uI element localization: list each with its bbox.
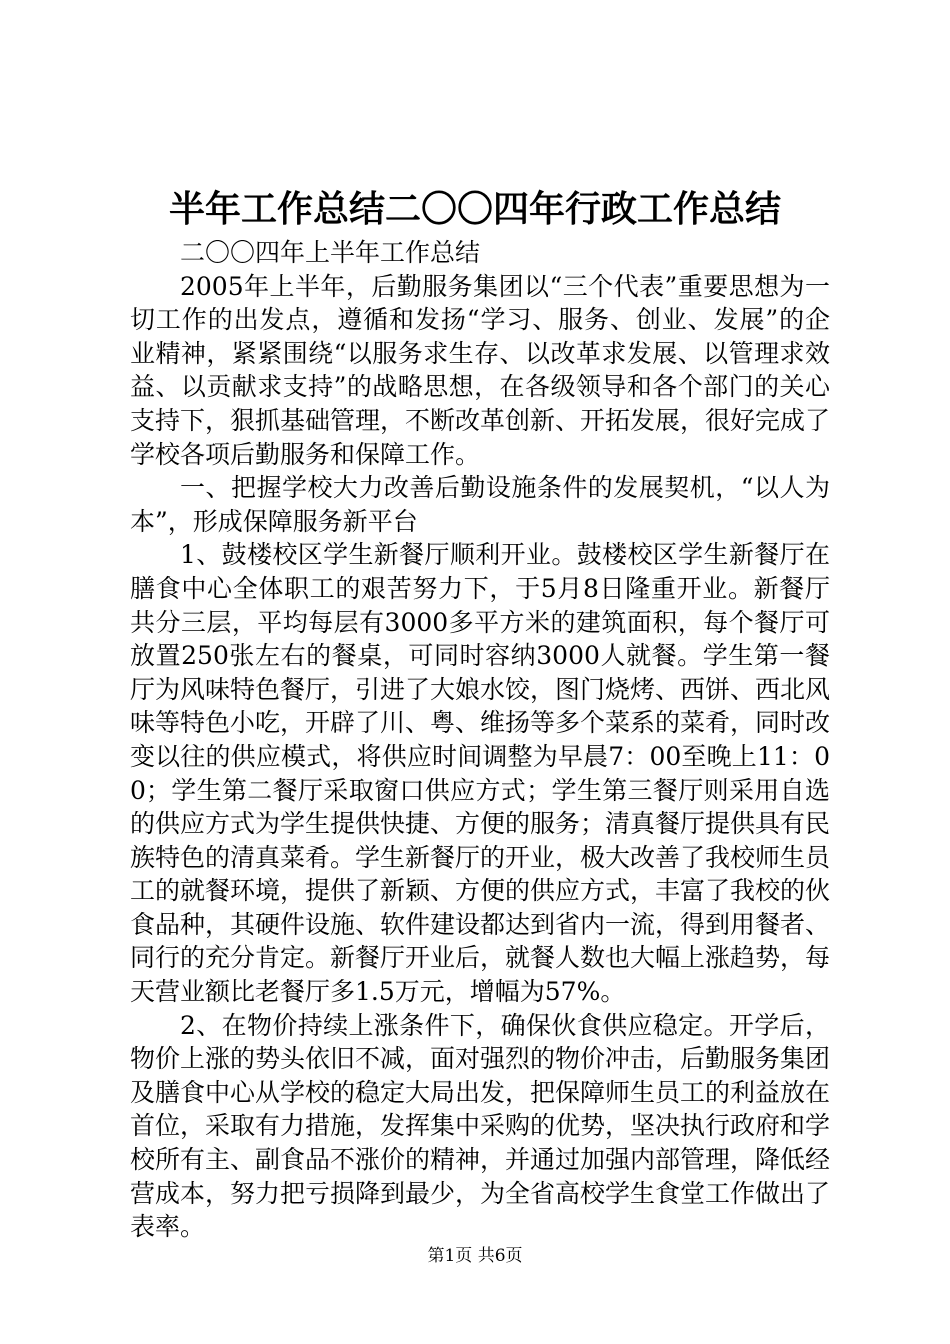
subtitle-paragraph: 二〇〇四年上半年工作总结 — [180, 238, 481, 267]
item-paragraph-2: 2、在物价持续上涨条件下，确保伙食供应稳定。开学后，物价上涨的势头依旧不减，面对强烈的物价冲击，后勤服务集团及膳食中心从学校的稳定大局出发，把保障师生员工的利益放在首位，采取有力措施，发挥集中采购的优势，坚决执行政府和学校所有主、副食品不涨价的精神，并通过加强内部管理，降低经营成本，努力把亏损降到最少，为全省高校学生食堂工作做出了表率。 — [130, 1010, 831, 1242]
section-heading-1: 一、把握学校大力改善后勤设施条件的发展契机，“以人为本”，形成保障服务新平台 — [130, 473, 830, 536]
page-number-footer: 第1页 共6页 — [427, 1246, 523, 1266]
intro-paragraph: 2005年上半年，后勤服务集团以“三个代表”重要思想为一切工作的出发点，遵循和发扬“学习、服务、创业、发展”的企业精神，紧紧围绕“以服务求生存、以改革求发展、以管理求效益、以贡献求支持”的战略思想，在各级领导和各个部门的关心支持下，狠抓基础管理，不断改革创新、开拓发展，很好完成了学校各项后勤服务和保障工作。 — [130, 271, 831, 469]
item-paragraph-1: 1、鼓楼校区学生新餐厅顺利开业。鼓楼校区学生新餐厅在膳食中心全体职工的艰苦努力下，于5月8日隆重开业。新餐厅共分三层，平均每层有3000多平方米的建筑面积，每个餐厅可放置250张左右的餐桌，可同时容纳3000人就餐。学生第一餐厅为风味特色餐厅，引进了大娘水饺，图门烧烤、西饼、西北风味等特色小吃，开辟了川、粤、维扬等多个菜系的菜肴，同时改变以往的供应模式，将供应时间调整为早晨7：00至晚上11：00；学生第二餐厅采取窗口供应方式；学生第三餐厅则采用自选的供应方式为学生提供快捷、方便的服务；清真餐厅提供具有民族特色的清真菜肴。学生新餐厅的开业，极大改善了我校师生员工的就餐环境，提供了新颖、方便的供应方式，丰富了我校的伙食品种，其硬件设施、软件建设都达到省内一流，得到用餐者、同行的充分肯定。新餐厅开业后，就餐人数也大幅上涨趋势，每天营业额比老餐厅多1.5万元，增幅为57%。 — [130, 540, 831, 1007]
document-title: 半年工作总结二〇〇四年行政工作总结 — [168, 188, 781, 230]
document-body — [130, 236, 830, 1244]
